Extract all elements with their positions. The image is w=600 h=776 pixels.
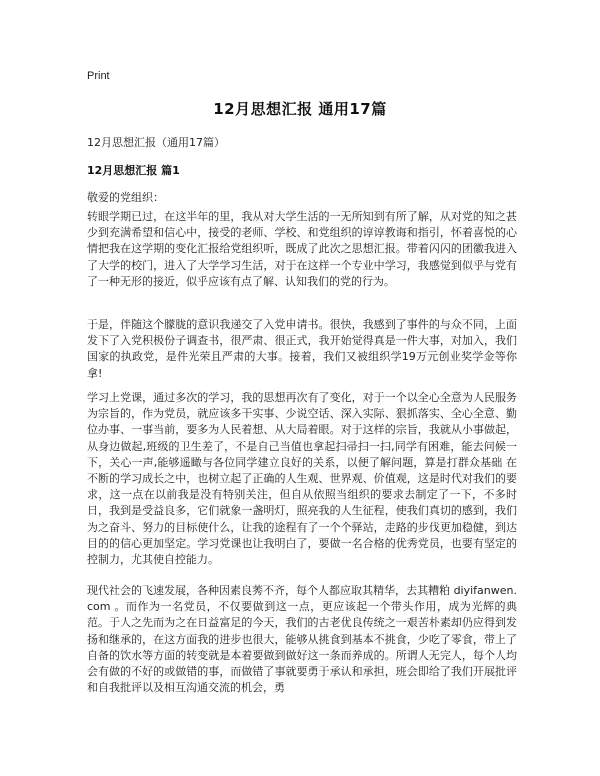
body-paragraph: 转眼学期已过，在这半年的里，我从对大学生活的一无所知到有所了解，从对党的知之甚少到充满希望和信心中，接受的老师、学校、和党组织的谆谆教诲和指引，怀着喜悦的心情把我在这学期的变化汇报给党组织听，既成了此次之思想汇报。带着闪闪的团徽我进入了大学的校门，进入了大学学习生活，对于在这样一个专业中学习，我感觉到似乎与党有了一种无形的接近，似乎应该有点了解、认知我们的党的行为。 [87,210,517,288]
section-heading: 12月思想汇报 篇1 [87,164,180,177]
salutation: 敬爱的党组织： [87,191,164,204]
document-subtitle: 12月思想汇报（通用17篇） [87,136,225,149]
document-title: 12月思想汇报 通用17篇 [213,100,387,118]
body-paragraph: 学习上党课，通过多次的学习，我的思想再次有了变化，对于一个以全心全意为人民服务为宗旨的，作为党员，就应该多干实事、少说空话、深入实际、狠抓落实、全心全意、勤位办事、一事当前，要多为人民着想、从大局着眼。对于这样的宗旨，我就从小事做起，从身边做起,班级的卫生差了，不是自己当值也拿起扫帚扫一扫,同学有困难，能去问候一下，关心一声,能够遥瞰与各位同学建立良好的关系，以便了解问题，算是打群众基础 在不断的学习成长之中，也树立起了正确的人生观、世界观、价值观，这是时代对我们的要求，这一点在以前我是没有特别关注，但自从依照当组织的要求去制定了一下，不多时日，我到是受益良多，它们就象一盏明灯，照亮我的人生征程，使我们真切的感到，我们为之奋斗、努力的目标使什么，让我的途程有了一个个驿站，走路的步伐更加稳健，到达目的的信心更加坚定。学习党课也让我明白了，要做一名合格的优秀党员，也要有坚定的控制力，尤其使自控能力。 [87,391,517,567]
body-paragraph: 现代社会的飞速发展，各种因素良莠不齐，每个人都应取其精华，去其糟粕 diyifanwen.com 。而作为一名党员，不仅要做到这一点，更应该起一个带头作用，成为光辉的典范。于人之先而为之在日益富足的今天，我们的古老优良传统之一艰苦朴素却仍应得到发扬和继承的，在这方面我的进步也很大，能够从挑食到基本不挑食，少吃了零食，带上了自备的饮水等方面的转变就是本着要做到做好这一条而养成的。所谓人无完人，每个人均会有做的不好的或做错的事，而做错了事就要勇于承认和承担，班会即给了我们开展批评和自我批评以及相互沟通交流的机会，勇 [87,584,517,695]
print-label: Print [87,70,110,82]
body-paragraph: 于是，伴随这个朦胧的意识我递交了入党申请书。很快，我感到了事件的与众不同，上面发下了入党积极份子调查书，很严肃、很正式，我开始觉得真是一件大事，对加入，我们国家的执政党，是件光荣且严肃的大事。接着，我们又被组织学19万元创业奖学金等你拿! [87,318,517,380]
